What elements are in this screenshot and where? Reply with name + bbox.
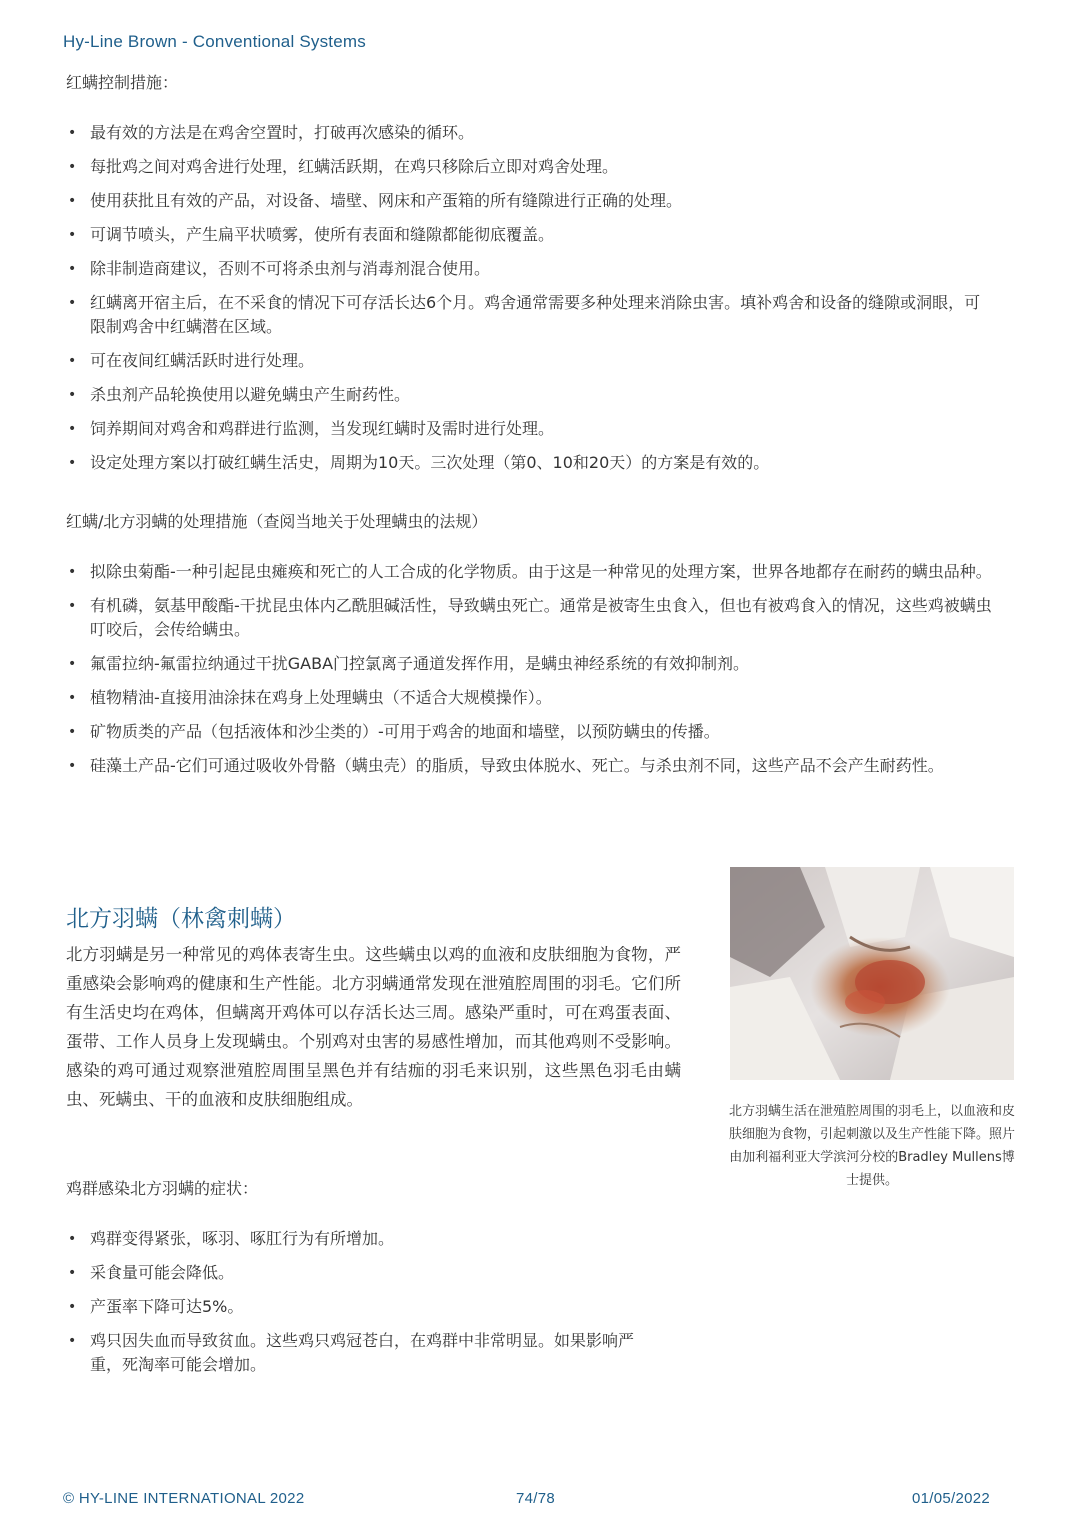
list-item: • 产蛋率下降可达5%。 [66,1295,646,1319]
footer-date: 01/05/2022 [912,1490,991,1507]
list-item: • 可调节喷头，产生扁平状喷雾，使所有表面和缝隙都能彻底覆盖。 [66,223,996,247]
symptoms-list [66,1227,646,1377]
section-title: 北方羽螨（林禽刺螨） [66,906,296,932]
list-item: • 红螨离开宿主后，在不采食的情况下可存活长达6个月。鸡舍通常需要多种处理来消除虫害。填补鸡舍和设备的缝隙或洞眼，可限制鸡舍中红螨潜在区域。 [66,291,996,339]
section-paragraph: 北方羽螨是另一种常见的鸡体表寄生虫。这些螨虫以鸡的血液和皮肤细胞为食物，严重感染会影响鸡的健康和生产性能。北方羽螨通常发现在泄殖腔周围的羽毛。它们所有生活史均在鸡体，但螨离开鸡体可以存活长达三周。感染严重时，可在鸡蛋表面、蛋带、工作人员身上发现螨虫。个别鸡对虫害的易感性增加，而其他鸡则不受影响。感染的鸡可通过观察泄殖腔周围呈黑色并有结痂的羽毛来识别，这些黑色羽毛由螨虫、死螨虫、干的血液和皮肤细胞组成。 [66,945,681,1109]
feathers-photo-icon [730,867,1014,1080]
list-item: • 植物精油-直接用油涂抹在鸡身上处理螨虫（不适合大规模操作）。 [66,686,996,710]
mite-photo [730,867,1014,1080]
list-item: • 饲养期间对鸡舍和鸡群进行监测，当发现红螨时及需时进行处理。 [66,417,996,441]
list-item: • 矿物质类的产品（包括液体和沙尘类的）-可用于鸡舍的地面和墙壁，以预防螨虫的传播。 [66,720,996,744]
page-number: 74/78 [516,1490,556,1507]
list-item: • 拟除虫菊酯-一种引起昆虫瘫痪和死亡的人工合成的化学物质。由于这是一种常见的处理方案，世界各地都存在耐药的螨虫品种。 [66,560,996,584]
control-heading: 红螨控制措施： [66,73,179,92]
control-list [66,121,996,475]
symptoms-heading: 鸡群感染北方羽螨的症状： [66,1179,259,1198]
list-item: • 杀虫剂产品轮换使用以避免螨虫产生耐药性。 [66,383,996,407]
list-item: • 可在夜间红螨活跃时进行处理。 [66,349,996,373]
footer-copyright: © HY-LINE INTERNATIONAL 2022 [63,1490,305,1507]
list-item: • 鸡只因失血而导致贫血。这些鸡只鸡冠苍白，在鸡群中非常明显。如果影响严重，死淘率可能会增加。 [66,1329,646,1377]
treatment-list [66,560,996,778]
list-item: • 有机磷，氨基甲酸酯-干扰昆虫体内乙酰胆碱活性，导致螨虫死亡。通常是被寄生虫食入，但也有被鸡食入的情况，这些鸡被螨虫叮咬后，会传给螨虫。 [66,594,996,642]
document-header: Hy-Line Brown - Conventional Systems [63,32,366,51]
list-item: • 鸡群变得紧张，啄羽、啄肛行为有所增加。 [66,1227,646,1251]
list-item: • 使用获批且有效的产品，对设备、墙壁、网床和产蛋箱的所有缝隙进行正确的处理。 [66,189,996,213]
list-item: • 除非制造商建议，否则不可将杀虫剂与消毒剂混合使用。 [66,257,996,281]
photo-caption: 北方羽螨生活在泄殖腔周围的羽毛上，以血液和皮肤细胞为食物，引起刺激以及生产性能下降。照片由加利福利亚大学滨河分校的Bradley Mullens博士提供。 [728,1104,1015,1188]
treatment-heading: 红螨/北方羽螨的处理措施（查阅当地关于处理螨虫的法规） [66,512,488,531]
list-item: • 最有效的方法是在鸡舍空置时，打破再次感染的循环。 [66,121,996,145]
list-item: • 硅藻土产品-它们可通过吸收外骨骼（螨虫壳）的脂质，导致虫体脱水、死亡。与杀虫剂不同，这些产品不会产生耐药性。 [66,754,996,778]
list-item: • 氟雷拉纳-氟雷拉纳通过干扰GABA门控氯离子通道发挥作用，是螨虫神经系统的有效抑制剂。 [66,652,996,676]
list-item: • 每批鸡之间对鸡舍进行处理，红螨活跃期，在鸡只移除后立即对鸡舍处理。 [66,155,996,179]
list-item: • 采食量可能会降低。 [66,1261,646,1285]
list-item: • 设定处理方案以打破红螨生活史，周期为10天。三次处理（第0、10和20天）的方案是有效的。 [66,451,996,475]
